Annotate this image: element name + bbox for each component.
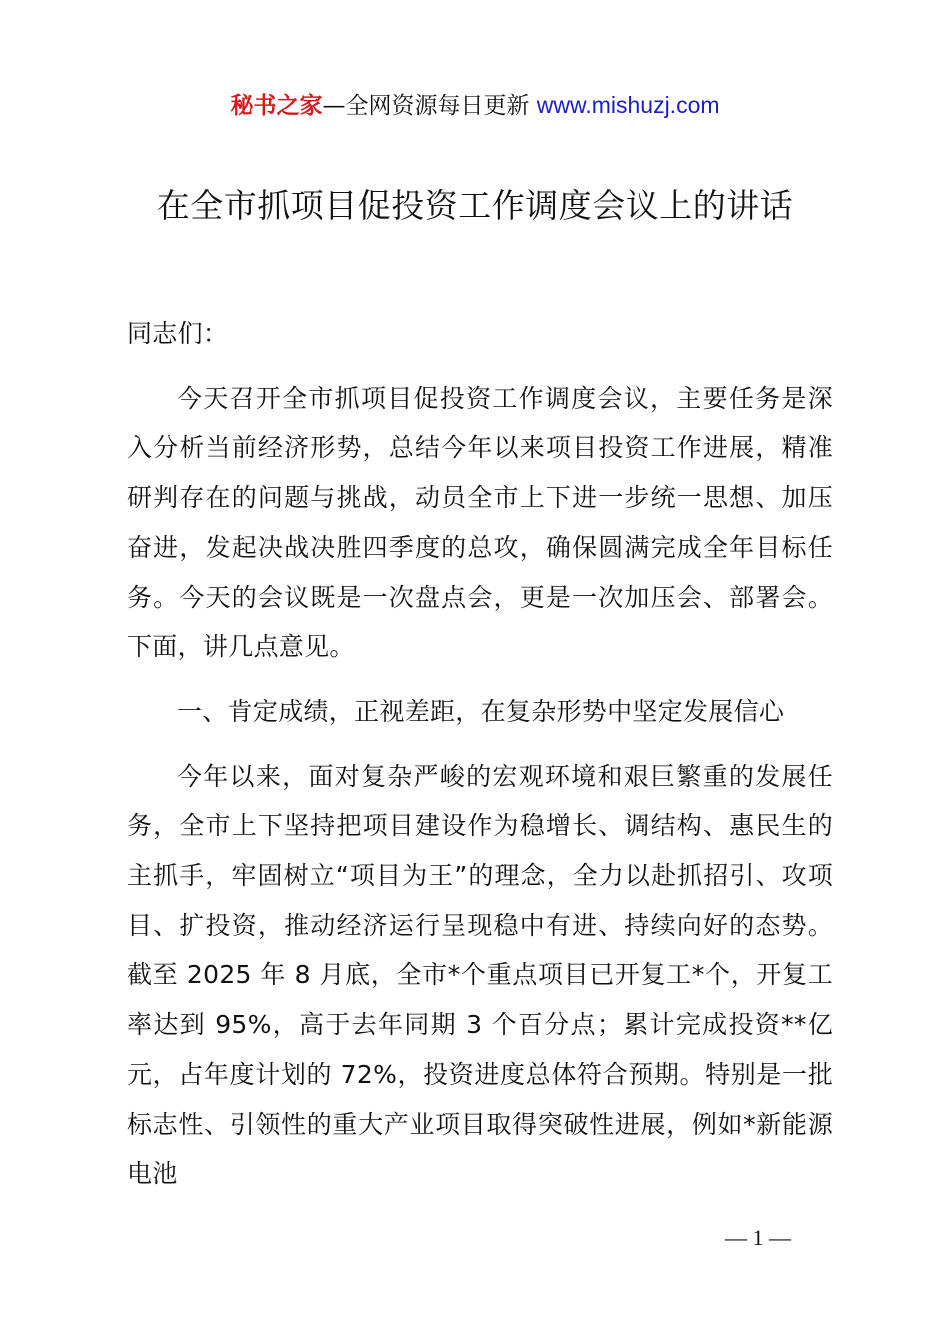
- banner-tagline: —全网资源每日更新: [322, 93, 530, 119]
- page-number: — 1 —: [725, 1225, 791, 1250]
- website-link[interactable]: www.mishuzj.com: [536, 92, 720, 118]
- header-banner: [0, 88, 950, 123]
- section-heading: 一、肯定成绩，正视差距，在复杂形势中坚定发展信心: [177, 696, 785, 726]
- section-paragraph: 今年以来，面对复杂严峻的宏观环境和艰巨繁重的发展任务，全市上下坚持把项目建设作为稳增长、调结构、惠民生的主抓手，牢固树立“项目为王”的理念，全力以赴抓招引、攻项目、扩投资，推动经济运行呈现稳中有进、持续向好的态势。截至 2025 年 8 月底，全市*个重点项目已开复工*个，开复工率达到 95%，高于去年同期 3 个百分点；累计完成投资**亿元，占年度计划的 72%，投资进度总体符合预期。特别是一批标志性、引领性的重大产业项目取得突破性进展，例如*新能源电池: [127, 761, 833, 1189]
- opening-paragraph: 今天召开全市抓项目促投资工作调度会议，主要任务是深入分析当前经济形势，总结今年以来项目投资工作进展，精准研判存在的问题与挑战，动员全市上下进一步统一思想、加压奋进，发起决战决胜四季度的总攻，确保圆满完成全年目标任务。今天的会议既是一次盘点会，更是一次加压会、部署会。下面，讲几点意见。: [127, 383, 833, 662]
- brand-name: 秘书之家: [230, 93, 323, 119]
- document-body: [127, 309, 833, 1199]
- document-title: 在全市抓项目促投资工作调度会议上的讲话: [156, 186, 794, 225]
- salutation: 同志们：: [127, 319, 229, 348]
